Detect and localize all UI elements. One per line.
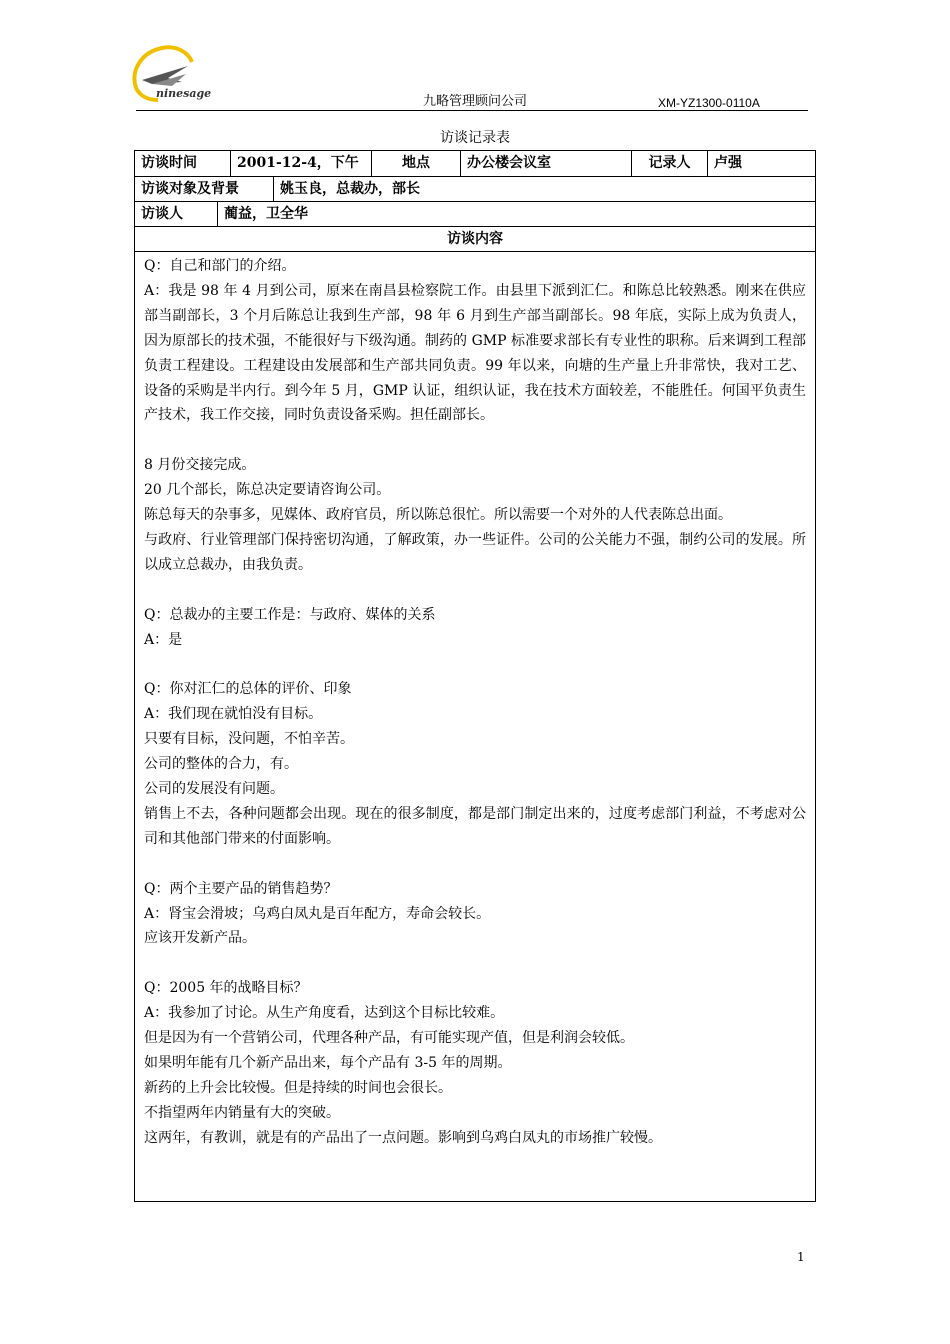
- interviewer-value: 蔺益，卫全华: [224, 206, 308, 222]
- header-rule: [136, 110, 808, 111]
- recorder-value: 卢强: [714, 155, 742, 171]
- content-paragraph: A：是: [144, 631, 183, 648]
- content-paragraph: 如果明年能有几个新产品出来，每个产品有 3-5 年的周期。: [144, 1054, 512, 1071]
- content-paragraph: A：我参加了讨论。从生产角度看，达到这个目标比较难。: [144, 1005, 505, 1022]
- time-label: 访谈时间: [135, 151, 231, 176]
- content-paragraph: 新药的上升会比较慢。但是持续的时间也会很长。: [144, 1079, 452, 1096]
- logo-text: ninesage: [156, 87, 212, 100]
- blank-line: [144, 428, 806, 453]
- page-number: 1: [797, 1250, 805, 1264]
- location-label: 地点: [372, 151, 461, 176]
- interview-form: [134, 150, 816, 1202]
- info-row-subject: [135, 177, 815, 202]
- document-number: XM-YZ1300-0110A: [658, 96, 760, 110]
- content-paragraph: 陈总每天的杂事多，见媒体、政府官员，所以陈总很忙。所以需要一个对外的人代表陈总出面。: [144, 507, 732, 524]
- subject-value: 姚玉良，总裁办，部长: [280, 181, 420, 197]
- content-paragraph: Q：总裁办的主要工作是：与政府、媒体的关系: [144, 606, 436, 623]
- content-paragraph: 应该开发新产品。: [144, 930, 256, 947]
- interviewer-label: 访谈人: [135, 202, 218, 226]
- subject-label: 访谈对象及背景: [135, 177, 274, 201]
- content-paragraph: Q：你对汇仁的总体的评价、印象: [144, 681, 352, 698]
- content-paragraph: 与政府、行业管理部门保持密切沟通，了解政策，办一些证件。公司的公关能力不强，制约公司的发展。所以成立总裁办，由我负责。: [144, 531, 806, 573]
- info-row-time: [135, 151, 815, 177]
- recorder-label: 记录人: [632, 151, 708, 176]
- content-paragraph: 不指望两年内销量有大的突破。: [144, 1104, 340, 1121]
- info-row-interviewer: [135, 202, 815, 227]
- content-paragraph: 20 几个部长，陈总决定要请咨询公司。: [144, 482, 391, 499]
- content-paragraph: 8 月份交接完成。: [144, 457, 256, 474]
- content-paragraph: 这两年，有教训，就是有的产品出了一点问题。影响到乌鸡白凤丸的市场推广较慢。: [144, 1129, 662, 1146]
- page-title: 访谈记录表: [440, 130, 510, 146]
- blank-line: [144, 578, 806, 603]
- content-paragraph: 但是因为有一个营销公司，代理各种产品，有可能实现产值，但是利润会较低。: [144, 1030, 634, 1047]
- content-paragraph: 只要有目标，没问题，不怕辛苦。: [144, 731, 354, 748]
- interview-content: [135, 252, 815, 1151]
- blank-line: [144, 852, 806, 877]
- location-value: 办公楼会议室: [461, 151, 632, 176]
- company-name: 九略管理顾问公司: [422, 94, 527, 109]
- content-heading: 访谈内容: [135, 227, 815, 252]
- content-paragraph: A：我是 98 年 4 月到公司，原来在南昌县检察院工作。由县里下派到汇仁。和陈总比较熟悉。刚来在供应部当副部长，3 个月后陈总让我到生产部，98 年 6 月到生产部当副部长。98 年底，实际上成为负责人，因为原部长的技术强，不能很好与下级沟通。制药的 GMP 标准要求部长有专业性的职称。后来调到工程部负责工程建设。工程建设由发展部和生产部共同负责。99 年以来，向塘的生产量上升非常快，我对工艺、设备的采购是半内行。到今年 5 月，GMP 认证，组织认证，我在技术方面较差，不能胜任。何国平负责生产技术，我工作交接，同时负责设备采购。担任副部长。: [144, 282, 806, 424]
- content-paragraph: 销售上不去，各种问题都会出现。现在的很多制度，都是部门制定出来的，过度考虑部门利益，不考虑对公司和其他部门带来的付面影响。: [144, 805, 806, 847]
- content-paragraph: Q：两个主要产品的销售趋势？: [144, 880, 338, 897]
- content-paragraph: 公司的发展没有问题。: [144, 780, 284, 797]
- blank-line: [144, 951, 806, 976]
- content-paragraph: A：我们现在就怕没有目标。: [144, 706, 323, 723]
- content-paragraph: A：肾宝会滑坡；乌鸡白凤丸是百年配方，寿命会较长。: [144, 905, 491, 922]
- time-value: 2001-12-4，下午: [231, 151, 372, 176]
- blank-line: [144, 652, 806, 677]
- content-paragraph: 公司的整体的合力，有。: [144, 756, 298, 773]
- content-paragraph: Q：2005 年的战略目标？: [144, 980, 308, 997]
- content-paragraph: Q：自己和部门的介绍。: [144, 258, 296, 274]
